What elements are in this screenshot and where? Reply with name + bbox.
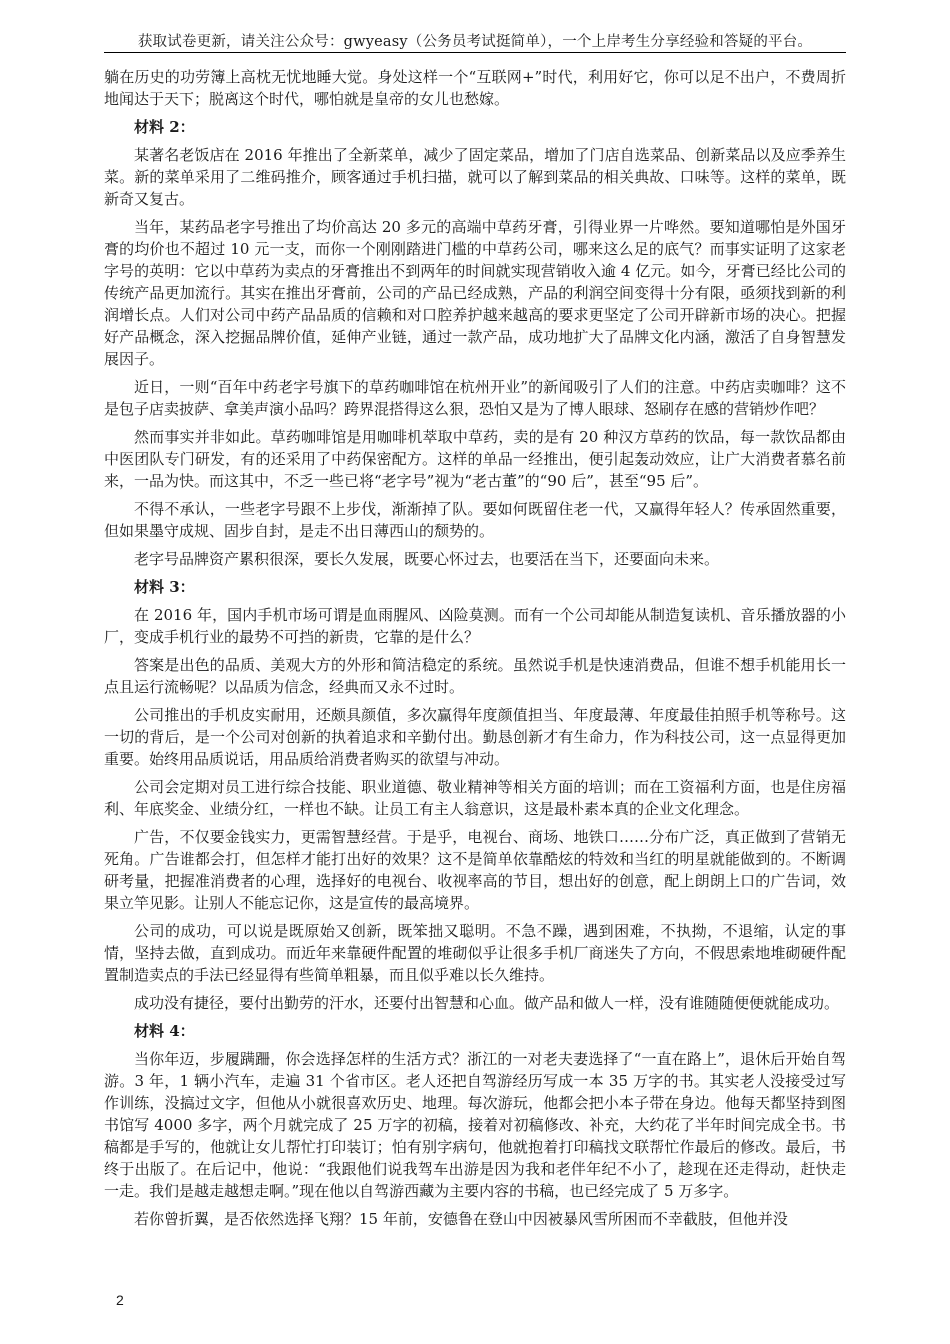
paragraph: 当年，某药品老字号推出了均价高达 20 多元的高端中草药牙膏，引得业界一片哗然。要知道哪怕是外国牙膏的均价也不超过 10 元一支，而你一个刚刚踏进门槛的中草药公司，哪来这么足的底气？而事实证明了这家老字号的英明：它以中草药为卖点的牙膏推出不到两年的时间就实现营销收入逾 4 亿元。如今，牙膏已经比公司的传统产品更加流行。其实在推出牙膏前，公司的产品已经成熟，产品的利润空间变得十分有限，亟须找到新的利润增长点。人们对公司中药产品品质的信赖和对口腔养护越来越高的要求更坚定了公司开辟新市场的决心。把握好产品概念，深入挖掘品牌价值，延伸产业链，通过一款产品，成功地扩大了品牌文化内涵，激活了自身智慧发展因子。 — [104, 218, 846, 368]
paragraph: 公司推出的手机皮实耐用，还颇具颜值，多次赢得年度颜值担当、年度最薄、年度最佳拍照手机等称号。这一切的背后，是一个公司对创新的执着追求和辛勤付出。勤恳创新才有生命力，作为科技公司，这一点显得更加重要。始终用品质说话，用品质给消费者购买的欲望与冲动。 — [104, 706, 846, 768]
paragraph: 在 2016 年，国内手机市场可谓是血雨腥风、凶险莫测。而有一个公司却能从制造复读机、音乐播放器的小厂，变成手机行业的最势不可挡的新贵，它靠的是什么？ — [104, 606, 846, 646]
paragraph: 然而事实并非如此。草药咖啡馆是用咖啡机萃取中草药，卖的是有 20 种汉方草药的饮品，每一款饮品都由中医团队专门研发，有的还采用了中药保密配方。这样的单品一经推出，便引起轰动效应，让广大消费者慕名前来，一品为快。而这其中，不乏一些已将“老字号”视为“老古董”的“90 后”，甚至“95 后”。 — [104, 428, 846, 490]
paragraph: 当你年迈，步履蹒跚，你会选择怎样的生活方式？浙江的一对老夫妻选择了“一直在路上”，退休后开始自驾游。3 年，1 辆小汽车，走遍 31 个省市区。老人还把自驾游经历写成一本 35 万字的书。其实老人没接受过写作训练，没搞过文字，但他从小就很喜欢历史、地理。每次游玩，他都会把小本子带在身边。他每天都坚持到图书馆写 4000 多字，两个月就完成了 25 万字的初稿，接着对初稿修改、补充，大约花了半年时间完成全书。书稿都是手写的，他就让女儿帮忙打印装订；怕有别字病句，他就抱着打印稿找文联帮忙作最后的修改。最后，书终于出版了。在后记中，他说：“我跟他们说我驾车出游是因为我和老伴年纪不小了，趁现在还走得动，赶快走一走。我们是越走越想走啊。”现在他以自驾游西藏为主要内容的书稿，也已经完成了 5 万多字。 — [104, 1050, 846, 1200]
material-3-heading: 材料 3： — [134, 578, 195, 596]
paragraph: 成功没有捷径，要付出勤劳的汗水，还要付出智慧和心血。做产品和做人一样，没有谁随随便便就能成功。 — [134, 994, 840, 1012]
page-header: 获取试卷更新，请关注公众号：gwyeasy（公务员考试挺简单），一个上岸考生分享经验和答疑的平台。 — [137, 34, 813, 50]
paragraph: 答案是出色的品质、美观大方的外形和简洁稳定的系统。虽然说手机是快速消费品，但谁不想手机能用长一点且运行流畅呢？以品质为信念，经典而又永不过时。 — [104, 656, 846, 696]
paragraph: 广告，不仅要金钱实力，更需智慧经营。于是乎，电视台、商场、地铁口……分布广泛，真正做到了营销无死角。广告谁都会打，但怎样才能打出好的效果？这不是简单依靠酷炫的特效和当红的明星就能做到的。不断调研考量，把握准消费者的心理，选择好的电视台、收视率高的节目，想出好的创意，配上朗朗上口的广告词，效果立竿见影。让别人不能忘记你，这是宣传的最高境界。 — [104, 828, 846, 912]
paragraph: 老字号品牌资产累积很深，要长久发展，既要心怀过去，也要活在当下，还要面向未来。 — [134, 550, 720, 568]
paragraph: 若你曾折翼，是否依然选择飞翔？15 年前，安德鲁在登山中因被暴风雪所困而不幸截肢，但他并没 — [134, 1210, 788, 1228]
page-number: 2 — [116, 1292, 124, 1308]
paragraph: 近日，一则“百年中药老字号旗下的草药咖啡馆在杭州开业”的新闻吸引了人们的注意。中药店卖咖啡？这不是包子店卖披萨、拿美声演小品吗？跨界混搭得这么狠，恐怕又是为了博人眼球、怒刷存在感的营销炒作吧？ — [104, 378, 846, 418]
intro-continuation: 躺在历史的功劳簿上高枕无忧地睡大觉。身处这样一个“互联网+”时代，利用好它，你可以足不出户，不费周折地闻达于天下；脱离这个时代，哪怕就是皇帝的女儿也愁嫁。 — [104, 68, 846, 108]
material-4-heading: 材料 4： — [134, 1022, 195, 1040]
header-divider — [104, 52, 846, 53]
paragraph: 不得不承认，一些老字号跟不上步伐，渐渐掉了队。要如何既留住老一代，又赢得年轻人？传承固然重要，但如果墨守成规、固步自封，是走不出日薄西山的颓势的。 — [104, 500, 846, 540]
document-body — [104, 66, 846, 1236]
material-2-heading: 材料 2： — [134, 118, 195, 136]
paragraph: 公司会定期对员工进行综合技能、职业道德、敬业精神等相关方面的培训；而在工资福利方面，也是住房福利、年底奖金、业绩分红，一样也不缺。让员工有主人翁意识，这是最朴素本真的企业文化理念。 — [104, 778, 846, 818]
paragraph: 某著名老饭店在 2016 年推出了全新菜单，减少了固定菜品，增加了门店自选菜品、创新菜品以及应季养生菜。新的菜单采用了二维码推介，顾客通过手机扫描，就可以了解到菜品的相关典故、口味等。这样的菜单，既新奇又复古。 — [104, 146, 846, 208]
paragraph: 公司的成功，可以说是既原始又创新，既笨拙又聪明。不急不躁，遇到困难，不执拗，不退缩，认定的事情，坚持去做，直到成功。而近年来靠硬件配置的堆砌似乎让很多手机厂商迷失了方向，不假思索地堆砌硬件配置制造卖点的手法已经显得有些简单粗暴，而且似乎难以长久维持。 — [104, 922, 846, 984]
